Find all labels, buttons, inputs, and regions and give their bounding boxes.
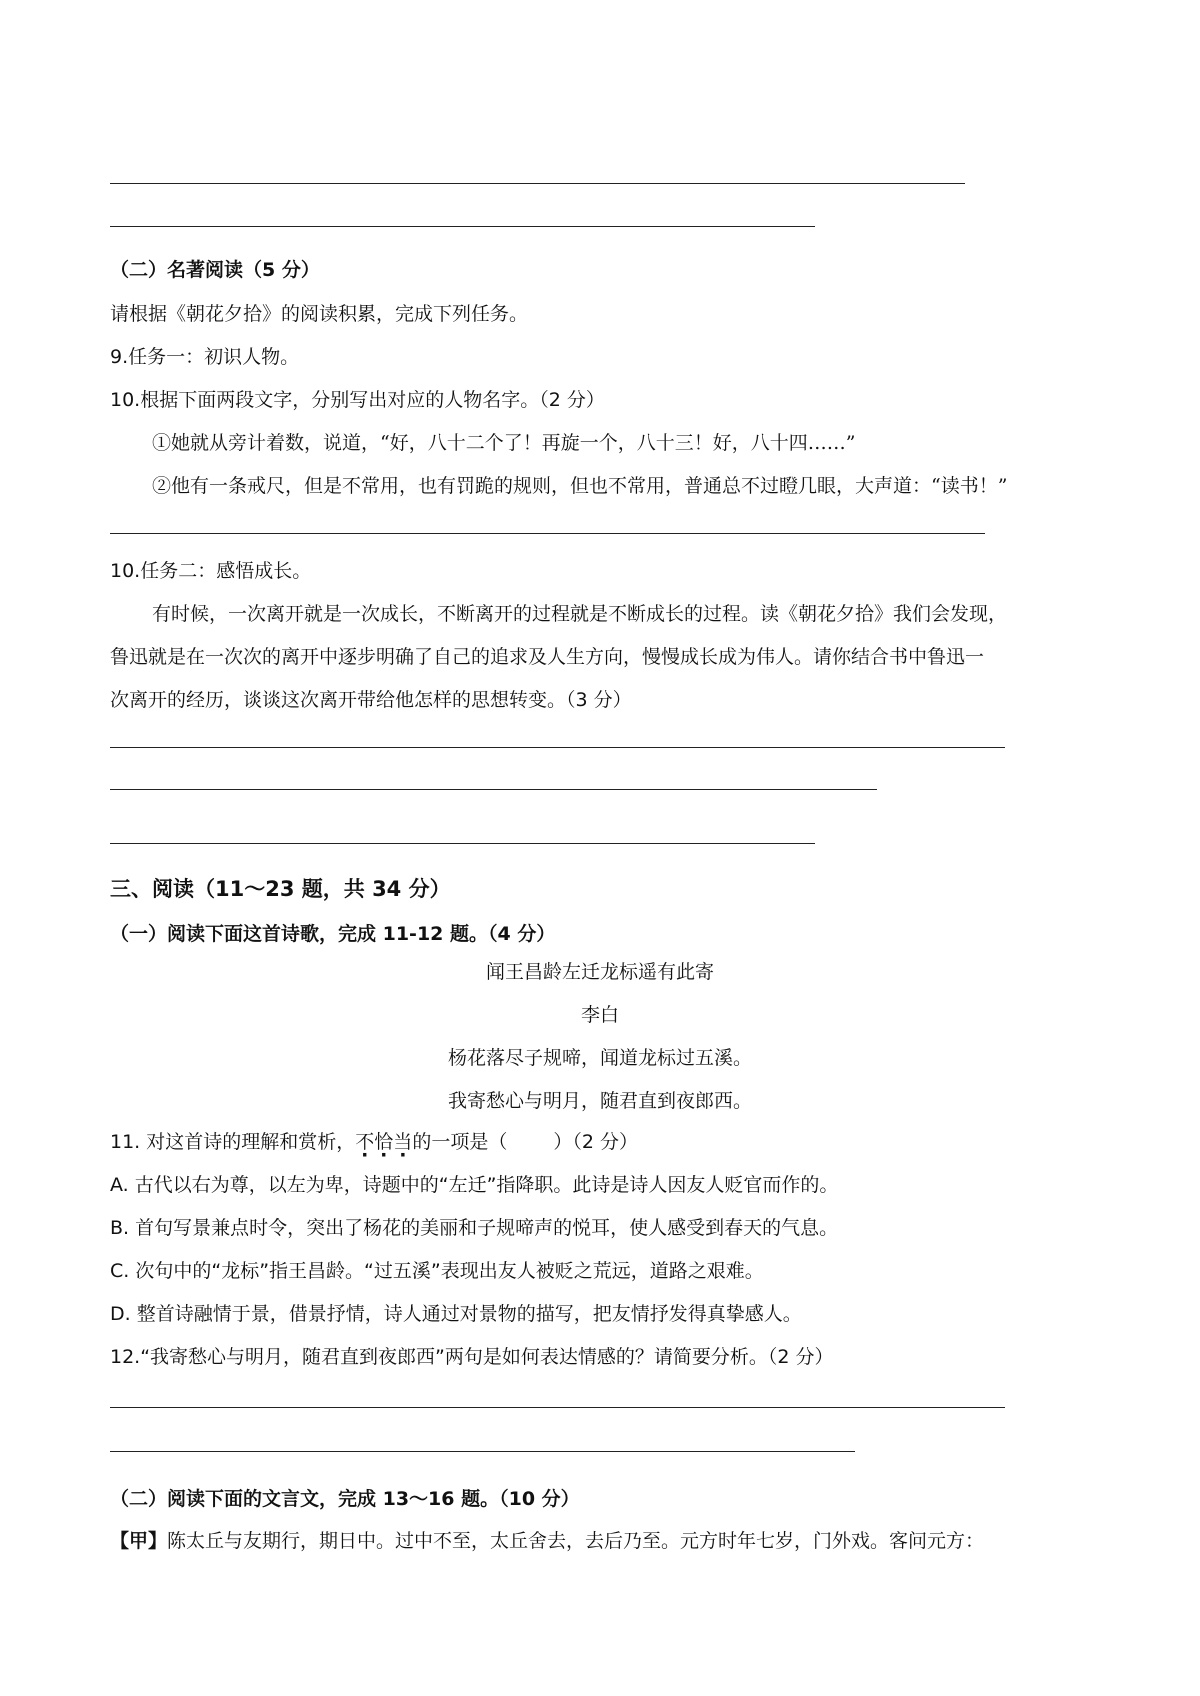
answer-line[interactable] <box>110 226 815 227</box>
answer-line[interactable] <box>110 1451 855 1452</box>
emphasis-char: 当 <box>393 1131 413 1153</box>
paragraph-line: 次离开的经历，谈谈这次离开带给他怎样的思想转变。（3 分） <box>110 689 632 711</box>
quote-paragraph: ①她就从旁计着数，说道，“好，八十二个了！再旋一个，八十三！好，八十四……” <box>152 432 856 454</box>
option-b: B. 首句写景兼点时令，突出了杨花的美丽和子规啼声的悦耳，使人感受到春天的气息。 <box>110 1217 839 1239</box>
subsection-heading: （一）阅读下面这首诗歌，完成 11-12 题。（4 分） <box>110 923 556 945</box>
passage-text: 陈太丘与友期行，期日中。过中不至，太丘舍去，去后乃至。元方时年七岁，门外戏。客问元方： <box>167 1530 985 1552</box>
option-c: C. 次句中的“龙标”指王昌龄。“过五溪”表现出友人被贬之荒远，道路之艰难。 <box>110 1260 764 1282</box>
answer-line[interactable] <box>110 533 985 534</box>
section-heading: （二）名著阅读（5 分） <box>110 259 320 281</box>
paragraph-line: 有时候，一次离开就是一次成长，不断离开的过程就是不断成长的过程。读《朝花夕拾》我们会发现， <box>152 603 1008 625</box>
option-a: A. 古代以右为尊，以左为卑，诗题中的“左迁”指降职。此诗是诗人因友人贬官而作的。 <box>110 1174 839 1196</box>
answer-line[interactable] <box>110 183 965 184</box>
answer-line[interactable] <box>110 747 1005 748</box>
poem-title: 闻王昌龄左迁龙标遥有此寄 <box>485 961 714 983</box>
answer-line[interactable] <box>110 1407 1005 1408</box>
answer-line[interactable] <box>110 843 815 844</box>
question-suffix: 的一项是（ <box>412 1131 508 1153</box>
emphasis-char: 不 <box>355 1131 375 1153</box>
option-d: D. 整首诗融情于景，借景抒情，诗人通过对景物的描写，把友情抒发得真挚感人。 <box>110 1303 802 1325</box>
section-heading: 三、阅读（11～23 题，共 34 分） <box>110 877 451 901</box>
emphasis-char: 恰 <box>374 1131 394 1153</box>
poem-line: 我寄愁心与明月，随君直到夜郎西。 <box>447 1090 752 1112</box>
passage-label: 【甲】 <box>110 1530 168 1552</box>
answer-line[interactable] <box>110 789 877 790</box>
question-text: 12.“我寄愁心与明月，随君直到夜郎西”两句是如何表达情感的？请简要分析。（2 分） <box>110 1346 834 1368</box>
passage-line <box>110 1529 984 1553</box>
question-end: ）（2 分） <box>553 1131 638 1153</box>
poem-line: 杨花落尽子规啼，闻道龙标过五溪。 <box>447 1047 752 1069</box>
instruction-text: 请根据《朝花夕拾》的阅读积累，完成下列任务。 <box>110 303 529 325</box>
question-prefix: 11. 对这首诗的理解和赏析， <box>110 1131 356 1153</box>
question-text: 10.根据下面两段文字，分别写出对应的人物名字。（2 分） <box>110 389 605 411</box>
task-label: 10.任务二：感悟成长。 <box>110 560 312 582</box>
task-label: 9.任务一：初识人物。 <box>110 346 300 368</box>
poem-author: 李白 <box>580 1004 619 1026</box>
subsection-heading: （二）阅读下面的文言文，完成 13～16 题。（10 分） <box>110 1488 580 1510</box>
paragraph-line: 鲁迅就是在一次次的离开中逐步明确了自己的追求及人生方向，慢慢成长成为伟人。请你结合书中鲁迅一 <box>110 646 985 668</box>
quote-paragraph: ②他有一条戒尺，但是不常用，也有罚跪的规则，但也不常用，普通总不过瞪几眼，大声道：“读书！” <box>152 475 1008 497</box>
question-text <box>110 1130 638 1154</box>
